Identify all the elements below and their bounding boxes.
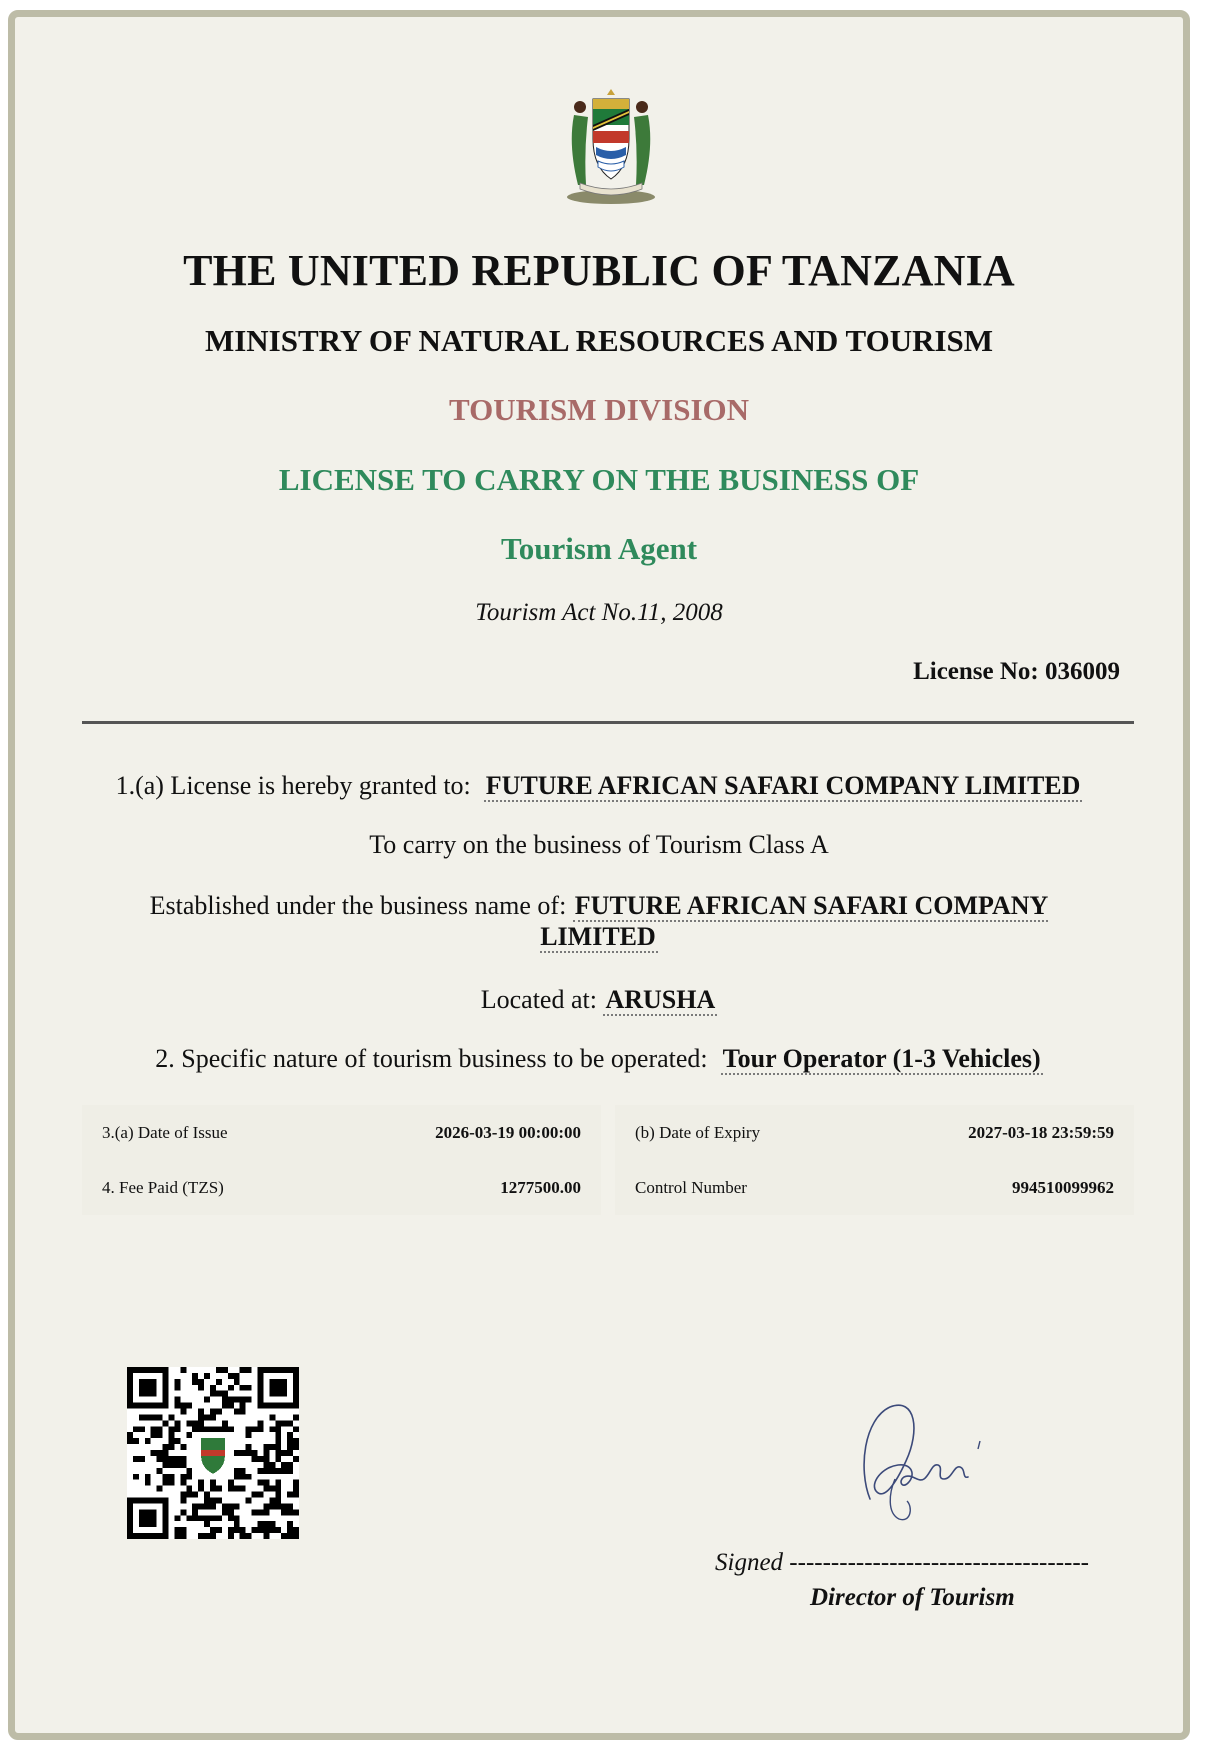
signature bbox=[840, 1381, 1000, 1541]
fee-value: 1277500.00 bbox=[500, 1177, 581, 1197]
location-value: ARUSHA bbox=[605, 985, 716, 1014]
qr-code bbox=[127, 1367, 299, 1539]
country-title: THE UNITED REPUBLIC OF TANZANIA bbox=[183, 246, 1015, 295]
expiry-date-label: (b) Date of Expiry bbox=[635, 1122, 761, 1142]
location-line bbox=[15, 985, 1183, 1015]
act-reference: Tourism Act No.11, 2008 bbox=[475, 599, 723, 626]
divider bbox=[82, 721, 1134, 724]
granted-to-line bbox=[15, 771, 1183, 801]
issue-date-label: 3.(a) Date of Issue bbox=[102, 1122, 228, 1142]
nature-label: 2. Specific nature of tourism business to be operated: bbox=[155, 1044, 708, 1073]
class-line: To carry on the business of Tourism Class A bbox=[369, 830, 829, 859]
business-type: Tourism Agent bbox=[500, 531, 698, 566]
license-number: License No: 036009 bbox=[913, 658, 1120, 685]
issue-date-value: 2026-03-19 00:00:00 bbox=[435, 1122, 581, 1142]
nature-line bbox=[15, 1044, 1183, 1074]
control-number-label: Control Number bbox=[635, 1177, 747, 1197]
ministry-title: MINISTRY OF NATURAL RESOURCES AND TOURISM bbox=[204, 323, 994, 358]
control-number-value: 994510099962 bbox=[1012, 1177, 1114, 1197]
business-name-line bbox=[15, 890, 1183, 952]
license-certificate bbox=[8, 10, 1190, 1740]
expiry-date-value: 2027-03-18 23:59:59 bbox=[968, 1122, 1114, 1142]
issue-date-cell bbox=[82, 1105, 601, 1160]
details-table bbox=[82, 1105, 1134, 1215]
division-title: TOURISM DIVISION bbox=[448, 392, 750, 427]
signed-line: Signed ------------------------------------ bbox=[715, 1549, 1089, 1576]
granted-to-value: FUTURE AFRICAN SAFARI COMPANY LIMITED bbox=[485, 771, 1081, 800]
control-number-cell bbox=[615, 1160, 1134, 1215]
location-label: Located at: bbox=[480, 985, 597, 1014]
director-title: Director of Tourism bbox=[810, 1584, 1015, 1611]
coat-of-arms-emblem bbox=[560, 85, 662, 207]
fee-cell bbox=[82, 1160, 601, 1215]
fee-label: 4. Fee Paid (TZS) bbox=[102, 1177, 224, 1197]
granted-to-label: 1.(a) License is hereby granted to: bbox=[115, 771, 471, 800]
expiry-date-cell bbox=[615, 1105, 1134, 1160]
nature-value: Tour Operator (1-3 Vehicles) bbox=[722, 1044, 1041, 1073]
business-name-label: Established under the business name of: bbox=[149, 891, 567, 920]
license-title: LICENSE TO CARRY ON THE BUSINESS OF bbox=[278, 462, 920, 497]
business-name-value: FUTURE AFRICAN SAFARI COMPANY LIMITED bbox=[540, 891, 1049, 951]
